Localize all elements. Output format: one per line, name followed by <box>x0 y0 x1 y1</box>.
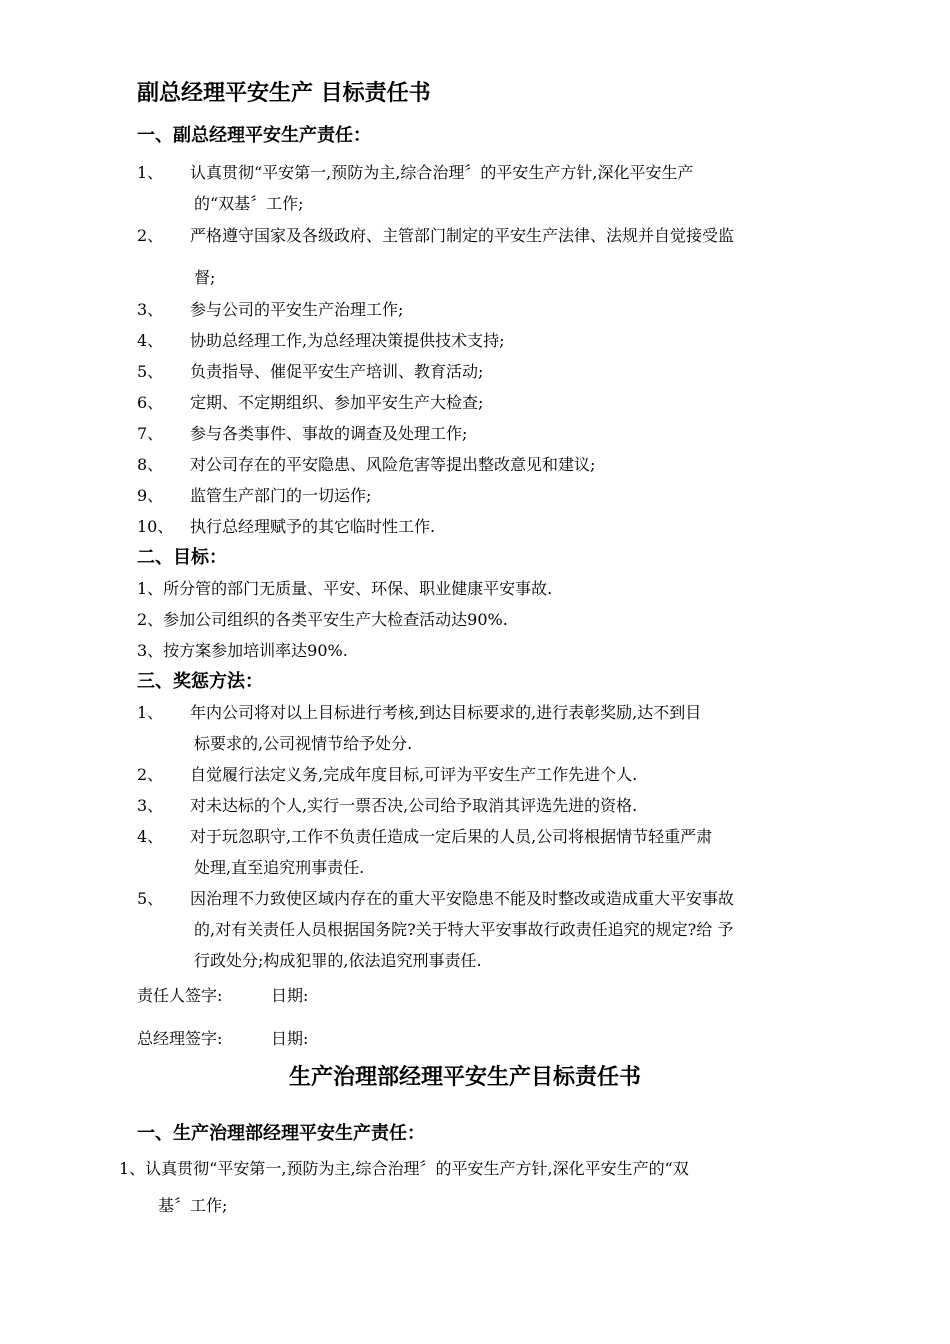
duty-number: 7、 <box>137 424 164 443</box>
goal-item: 2、参加公司组织的各类平安生产大检查活动达90%. <box>137 610 508 629</box>
duty-number: 9、 <box>137 486 164 505</box>
duty-text: 负责指导、催促平安生产培训、教育活动; <box>190 362 484 381</box>
duty-text: 监管生产部门的一切运作; <box>190 486 372 505</box>
duty-number: 1、 <box>137 163 164 182</box>
duty-number: 8、 <box>137 455 164 474</box>
section-heading-goals: 二、目标： <box>137 547 227 568</box>
duty-text: 严格遵守国家及各级政府、主管部门制定的平安生产法律、法规并自觉接受监 <box>190 226 735 245</box>
reward-text: 标要求的,公司视情节给予处分. <box>194 734 413 753</box>
duty-number: 2、 <box>137 226 164 245</box>
duty-text: 定期、不定期组织、参加平安生产大检查; <box>190 393 484 412</box>
duty-text: 的“双基〞工作; <box>194 194 304 213</box>
goal-item: 3、按方案参加培训率达90%. <box>137 641 348 660</box>
reward-number: 4、 <box>137 827 164 846</box>
duty-text: 参与公司的平安生产治理工作; <box>190 300 404 319</box>
reward-text: 年内公司将对以上目标进行考核,到达目标要求的,进行表彰奖励,达不到目 <box>190 703 702 722</box>
duty-text: 认真贯彻“平安第一,预防为主,综合治理〞的平安生产方针,深化平安生产 <box>190 163 694 182</box>
reward-text: 处理,直至追究刑事责任. <box>194 858 365 877</box>
reward-number: 5、 <box>137 889 164 908</box>
signature-date-label: 日期: <box>271 1029 309 1048</box>
reward-number: 3、 <box>137 796 164 815</box>
duty-number: 10、 <box>137 517 174 536</box>
duty-number: 5、 <box>137 362 164 381</box>
section-heading-rewards: 三、奖惩方法： <box>137 671 263 692</box>
goal-item: 1、所分管的部门无质量、平安、环保、职业健康平安事故. <box>137 579 553 598</box>
duty-number: 4、 <box>137 331 164 350</box>
second-document-title: 生产治理部经理平安生产目标责任书 <box>289 1065 642 1090</box>
document-title: 副总经理平安生产 目标责任书 <box>137 81 431 106</box>
second-section-heading-duties: 一、生产治理部经理平安生产责任： <box>137 1123 425 1144</box>
reward-text: 自觉履行法定义务,完成年度目标,可评为平安生产工作先进个人. <box>190 765 638 784</box>
duty-text: 督; <box>194 268 216 287</box>
reward-text: 行政处分;构成犯罪的,依法追究刑事责任. <box>194 951 482 970</box>
reward-text: 对未达标的个人,实行一票否决,公司给予取消其评选先进的资格. <box>190 796 638 815</box>
general-manager-signature-label: 总经理签字: <box>137 1029 223 1048</box>
section-heading-duties: 一、副总经理平安生产责任： <box>137 125 371 146</box>
reward-number: 2、 <box>137 765 164 784</box>
duty-text: 对公司存在的平安隐患、风险危害等提出整改意见和建议; <box>190 455 596 474</box>
duty-number: 6、 <box>137 393 164 412</box>
duty-text: 参与各类事件、事故的调查及处理工作; <box>190 424 468 443</box>
responsible-person-signature-label: 责任人签字: <box>137 986 223 1005</box>
duty-text: 基〞工作; <box>158 1196 228 1215</box>
duty-text: 执行总经理赋予的其它临时性工作. <box>190 517 436 536</box>
reward-number: 1、 <box>137 703 164 722</box>
duty-number: 3、 <box>137 300 164 319</box>
reward-text: 因治理不力致使区域内存在的重大平安隐患不能及时整改或造成重大平安事故 <box>190 889 735 908</box>
reward-text: 的,对有关责任人员根据国务院?关于特大平安事故行政责任追究的规定?给 予 <box>194 920 734 939</box>
reward-text: 对于玩忽职守,工作不负责任造成一定后果的人员,公司将根据情节轻重严肃 <box>190 827 713 846</box>
duty-text: 1、认真贯彻“平安第一,预防为主,综合治理〞的平安生产方针,深化平安生产的“双 <box>119 1159 689 1178</box>
duty-text: 协助总经理工作,为总经理决策提供技术支持; <box>190 331 505 350</box>
signature-date-label: 日期: <box>271 986 309 1005</box>
